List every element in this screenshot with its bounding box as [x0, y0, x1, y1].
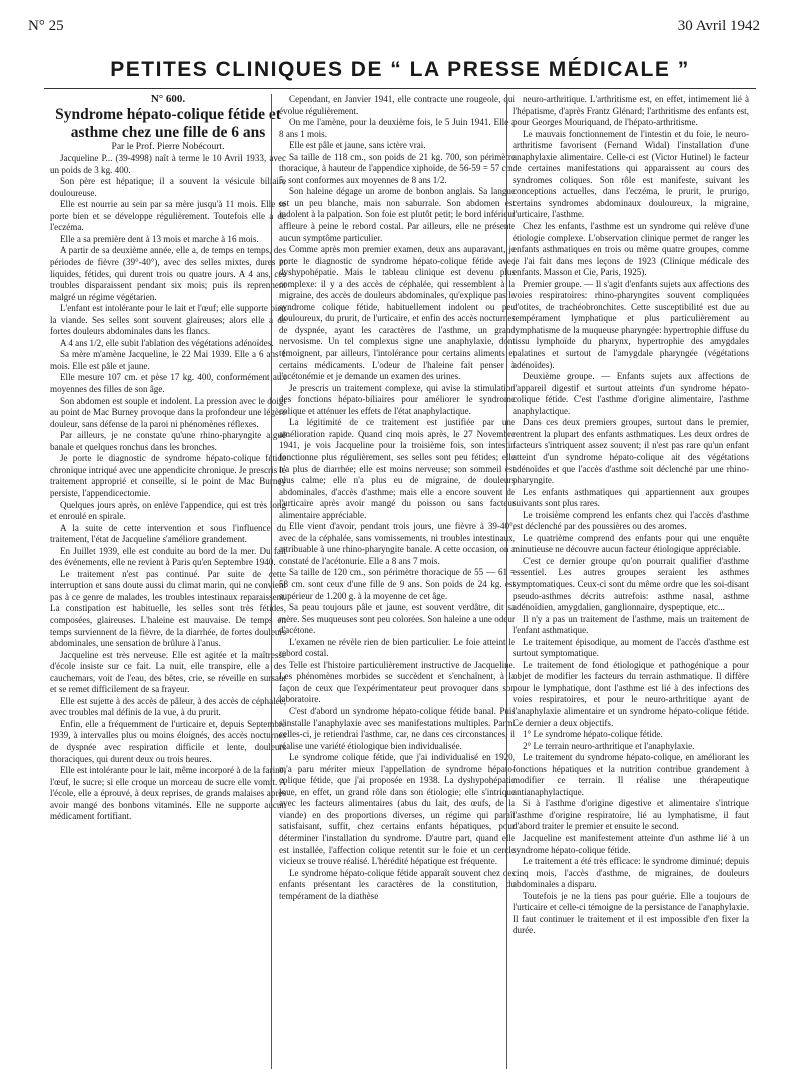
- paragraph: A partir de sa deuxième année, elle a, de temps en temps, des périodes de fièvre (39°-40°), avec des selles mixtes, dures et liquides, fétides, qui durent trois ou quatre jours. A 4 ans, ces troubles disparaissent pendant six mois; puis ils reprennent malgré un régime végétarien.: [50, 245, 286, 302]
- paragraph: On me l'amène, pour la deuxième fois, le 5 Juin 1941. Elle a 8 ans 1 mois.: [279, 117, 515, 139]
- paragraph: 1° Le syndrome hépato-colique fétide.: [523, 729, 663, 740]
- paragraph: Elle est sujette à des accès de pâleur, à des accès de céphalée, avec troubles mal définis de la vue, à du prurit.: [50, 695, 286, 718]
- paragraph: Elle mesure 107 cm. et pèse 17 kg. 400, conformément aux moyennes des filles de son âge.: [50, 372, 286, 395]
- column-2: [279, 94, 515, 1069]
- paragraph: Cependant, en Janvier 1941, elle contracte une rougeole, qui évolue régulièrement.: [279, 94, 515, 116]
- paragraph: Comme après mon premier examen, deux ans auparavant, je porte le diagnostic de syndrome hépato-colique fétide avec dyshypohépatie. Mais le tableau clinique est devenu plus complexe: il y a des accès de céphalée, qui ressemblent à la migraine, des accès de douleurs abdominales, qu'explique pas le syndrome colique fétide, habituellement indolent ou peu douloureux, du prurit, de l'urticaire, et enfin des accès nocturnes de dyspnée, ayant les caractères de l'asthme, un grand nervosisme. Un tel complexus signe une anaphylaxie, dont témoignent, par ailleurs, l'intolérance pour certains aliments et certains médicaments. L'odeur de l'haleine fait penser à l'acétonémie et je demande un examen des urines.: [279, 244, 515, 382]
- paragraph: Je porte le diagnostic de syndrome hépato-colique fétide chronique intriqué avec une appendicite chronique. Je prescris le traitement approprié et conseille, si le point de Mac Burney persiste, l'appendicectomie.: [50, 453, 286, 498]
- issue-date: 30 Avril 1942: [677, 18, 760, 34]
- paragraph: Le traitement de fond étiologique et pathogénique a pour objet de modifier les facteurs du terrain asthmatique. Il diffère pour le lymphatique, dont l'asthme est lié à des infections des voies respiratoires, et pour le neuro-arthritique ayant de l'anaphylaxie alimentaire et un syndrome hépato-colique fétide. Ce dernier a deux objectifs.: [513, 659, 749, 728]
- paragraph: C'est ce dernier groupe qu'on pourrait qualifier d'asthme essentiel. Les autres groupes seraient les asthmes symptomatiques. Ceux-ci sont du même ordre que les soi-disant pseudo-asthmes décrits autrefois: asthme nasal, asthme adénoïdien, amygdalien, ganglionnaire, dyspeptique, etc...: [513, 555, 749, 613]
- paragraph: Par ailleurs, je ne constate qu'une rhino-pharyngite aiguë banale et quelques ronchus dans les bronches.: [50, 430, 286, 452]
- paragraph: C'est d'abord un syndrome hépato-colique fétide banal. Puis s'installe l'anaphylaxie avec ses manifestations multiples. Parmi celles-ci, je retiendrai l'asthme, car, ne dans ces circonstances, il réalise une variété étiologique bien individualisée.: [279, 705, 515, 751]
- column-2-body: [279, 94, 515, 902]
- paragraph: A la suite de cette intervention et sous l'influence du traitement, l'état de Jacqueline s'améliore grandement.: [50, 522, 286, 545]
- issue-number: N° 25: [28, 18, 64, 34]
- page-header: [28, 14, 760, 40]
- column-3: [513, 94, 749, 1069]
- paragraph: Jacqueline est très nerveuse. Elle est agitée et la maîtresse d'école insiste sur ce fait. La nuit, elle transpire, elle a des cauchemars, voit de l'eau, des bêtes, crie, se réveille en sursaut et se remet difficilement de sa frayeur.: [50, 649, 286, 695]
- paragraph: Il n'y a pas un traitement de l'asthme, mais un traitement de l'enfant asthmatique.: [513, 613, 749, 636]
- paragraph: Son abdomen est souple et indolent. La pression avec le doigt au point de Mac Burney provoque dans la profondeur une légère douleur, sans défense de la paroi ni phénomènes réflexes.: [50, 395, 286, 429]
- column-1-body: [50, 153, 286, 823]
- paragraph: Sa peau toujours pâle et jaune, est souvent verdâtre, dit sa mère. Ses muqueuses sont peu colorées. Son haleine a une odeur d'acétone.: [279, 602, 515, 636]
- paragraph: Elle est pâle et jaune, sans ictère vrai.: [289, 140, 426, 151]
- column-divider-1: [271, 94, 272, 1069]
- paragraph: Sa taille de 118 cm., son poids de 21 kg. 700, son périmètre thoracique, à hauteur de l'appendice xiphoïde, de 56-59 = 57 cm. 5, sont conformes aux moyennes de 8 ans 1/2.: [279, 151, 515, 185]
- paragraph: Les enfants asthmatiques qui appartiennent aux groupes suivants sont plus rares.: [513, 486, 749, 509]
- paragraph: La légitimité de ce traitement est justifiée par une amélioration rapide. Quand cinq mois après, le 27 Novembre 1941, je vois Jacqueline pour la troisième fois, son intestin fonctionne plus régulièrement, ses selles sont peu fétides; elle n'a plus de diarrhée; elle est moins nerveuse; son sommeil est plus calme; elle n'a plus eu de migraine, de douleurs abdominales, d'accès d'asthme; mais elle a encore souvent de l'urticaire après avoir mangé du poisson ou sans facteur alimentaire appréciable.: [279, 417, 515, 520]
- paragraph: Si à l'asthme d'origine digestive et alimentaire s'intrique l'asthme d'origine respiratoire, lié au lymphatisme, il faut d'abord traiter le premier et ensuite le second.: [513, 798, 749, 832]
- paragraph: Son père est hépatique; il a souvent la vésicule biliaire douloureuse.: [50, 176, 286, 198]
- article-author: Par le Prof. Pierre Nobécourt.: [111, 141, 225, 152]
- paragraph: neuro-arthritique. L'arthritisme est, en effet, intimement lié à l'hépatisme, d'après Frantz Glénard; l'arthritisme des enfants est, pour Georges Mouriquand, de l'hépato-arthritisme.: [513, 94, 749, 128]
- paragraph: Sa mère m'amène Jacqueline, le 22 Mai 1939. Elle a 6 ans 1 mois. Elle est pâle et jaune.: [50, 349, 286, 371]
- column-1: [50, 94, 286, 1069]
- paragraph: Quelques jours après, on enlève l'appendice, qui est très long et enroulé en spirale.: [50, 499, 286, 522]
- paragraph: Le traitement a été très efficace: le syndrome diminué; depuis cinq mois, l'accès d'asthme, de migraines, de douleurs abdominales a disparu.: [513, 856, 749, 890]
- paragraph: Le mauvais fonctionnement de l'intestin et du foie, le neuro-arthritisme favorisent (Fernand Widal) l'installation d'une anaphylaxie alimentaire. Celle-ci est (Victor Hutinel) le facteur de certaines manifestations qui apparaissent au cours des syndromes coliques. Son rôle est manifeste, suivant les conceptions actuelles, dans l'eczéma, le prurit, le prurigo, certains syndromes abdominaux douloureux, la migraine, l'urticaire, l'asthme.: [513, 128, 749, 220]
- paragraph: Chez les enfants, l'asthme est un syndrome qui relève d'une étiologie complexe. L'observation clinique permet de ranger les enfants asthmatiques en trois ou même quatre groupes, comme je l'ai fait dans mes leçons de 1923 (Clinique médicale des enfants. Masson et Cie, Paris, 1925).: [513, 221, 749, 278]
- paragraph: Le troisième comprend les enfants chez qui l'accès d'asthme est déclenché par des poussières ou des aromes.: [513, 509, 749, 532]
- journal-banner: PETITES CLINIQUES DE “ LA PRESSE MÉDICALE ”: [110, 58, 690, 81]
- paragraph: Elle est intolérante pour le lait, même incorporé à de la farine, l'œuf, le sucre; si elle croque un morceau de sucre elle vomit. A l'école, elle a éprouvé, à deux reprises, de grands malaises après avoir mangé des bonbons vitaminés. Elle ne supporte aucun médicament fortifiant.: [50, 765, 286, 822]
- paragraph: Le traitement épisodique, au moment de l'accès d'asthme est surtout symptomatique.: [513, 636, 749, 659]
- paragraph: Telle est l'histoire particulièrement instructive de Jacqueline. Les phénomènes morbides se succèdent et s'enchaînent, à la façon de ceux que l'expérimentateur peut provoquer dans son laboratoire.: [279, 659, 515, 705]
- banner-rule: [44, 88, 756, 89]
- paragraph: A 4 ans 1/2, elle subit l'ablation des végétations adénoïdes.: [60, 337, 274, 348]
- paragraph: L'examen ne révèle rien de bien particulier. Le foie atteint le rebord costal.: [279, 636, 515, 659]
- paragraph: Elle a sa première dent à 13 mois et marche à 16 mois.: [60, 233, 259, 244]
- paragraph: L'enfant est intolérante pour le lait et l'œuf; elle supporte bien la viande. Ses selles sont souvent glaireuses; alors elle a de fortes douleurs abdominales dans les flancs.: [50, 303, 286, 337]
- paragraph: Sa taille de 120 cm., son périmètre thoracique de 55 — 61 = 58 cm. sont ceux d'une fille de 9 ans. Son poids de 24 kg. est supérieur de 1.200 g. à la moyenne de cet âge.: [279, 567, 515, 601]
- paragraph: Je prescris un traitement complexe, qui avise la stimulation des fonctions hépato-biliaires pour améliorer le syndrome colique et atténuer les effets de l'état anaphylactique.: [279, 382, 515, 416]
- paragraph: 2° Le terrain neuro-arthritique et l'anaphylaxie.: [523, 740, 695, 751]
- article-title: Syndrome hépato-colique fétide et asthme chez une fille de 6 ans: [55, 105, 281, 141]
- column-3-body: [513, 94, 749, 937]
- paragraph: Deuxième groupe. — Enfants sujets aux affections de l'appareil digestif et surtout atteints d'un syndrome hépato-colique fétide. C'est l'asthme d'origine alimentaire, l'asthme anaphylactique.: [513, 371, 749, 416]
- paragraph: Elle vient d'avoir, pendant trois jours, une fièvre à 39-40°, avec de la céphalée, sans vomissements, ni troubles intestinaux, attribuable à une rhino-pharyngite banale. A cette occasion, on a constaté de l'acétonurie. Elle a 8 ans 7 mois.: [279, 521, 515, 566]
- paragraph: Le traitement n'est pas continué. Par suite de cette interruption et sans doute aussi du climat marin, qui ne convient pas à ce genre de malades, les troubles intestinaux reparaissent. La constipation est habituelle, les selles sont très fétides, composées, glaireuses. L'haleine est mauvaise. De temps en temps surviennent de la fièvre, de la diarrhée, de fortes douleurs abdominales, une sensation de brûlure à l'anus.: [50, 568, 286, 649]
- paragraph: Toutefois je ne la tiens pas pour guérie. Elle a toujours de l'urticaire et celle-ci témoigne de la persistance de l'anaphylaxie. Il faut continuer le traitement et il est impossible d'en fixer la durée.: [513, 890, 749, 936]
- paragraph: Le syndrome hépato-colique fétide apparaît souvent chez des enfants présentant les caractères de la constitution, du tempérament de la diathèse: [279, 867, 515, 901]
- paragraph: Jacqueline est manifestement atteinte d'un asthme lié à un syndrome hépato-colique fétide.: [513, 833, 749, 855]
- paragraph: Elle est nourrie au sein par sa mère jusqu'à 11 mois. Elle se porte bien et se développe régulièrement. Toutefois elle a de l'eczéma.: [50, 199, 286, 233]
- paragraph: Le syndrome colique fétide, que j'ai individualisé en 1920, m'a paru mériter mieux l'appellation de syndrome hépato-colique fétide, que j'ai proposée en 1938. La dyshypohépatie joue, en effet, un grand rôle dans son étiologie; elle s'intrique avec les facteurs alimentaires (abus du lait, des œufs, de la viande) en des proportions diverses, un régime qui paraît satisfaisant, suffit, chez certains enfants hépatiques, pour déterminer l'installation du syndrome. D'autre part, quand elle est installée, l'affection colique retentit sur le foie et un cercle vicieux se trouve réalisé. L'hérédité hépatique est fréquente.: [279, 752, 515, 867]
- paragraph: Le quatrième comprend des enfants pour qui une enquête minutieuse ne découvre aucun facteur étiologique appréciable.: [513, 532, 749, 555]
- column-divider-2: [506, 94, 507, 1069]
- paragraph: Enfin, elle a fréquemment de l'urticaire et, depuis Septembre 1939, à intervalles plus ou moins éloignés, des accès nocturnes de dyspnée avec respiration difficile et lente, douleurs thoraciques, qui durent deux ou trois heures.: [50, 718, 286, 764]
- article-number: N° 600.: [150, 94, 186, 105]
- paragraph: Premier groupe. — Il s'agit d'enfants sujets aux affections des voies respiratoires: rhino-pharyngites souvent compliquées d'otites, de trachéobronchites. Cette susceptibilité est due au tempérament lymphatique et plus particulièrement au lymphatisme de la muqueuse pharyngée: hypertrophie diffuse du tissu lymphoïde du pharynx, hypertrophie des amygdales palatines et surtout de l'amygdale pharyngée (végétations adénoïdes).: [513, 278, 749, 370]
- paragraph: En Juillet 1939, elle est conduite au bord de la mer. Du fait des événements, elle ne revient à Paris qu'en Septembre 1940.: [50, 545, 286, 568]
- paragraph: Jacqueline P... (39-4998) naît à terme le 10 Avril 1933, avec un poids de 3 kg. 400.: [50, 153, 286, 175]
- paragraph: Dans ces deux premiers groupes, surtout dans le premier, rentrent la plupart des enfants asthmatiques. Les deux ordres de facteurs s'intriquent assez souvent; il n'est pas rare qu'un enfant atteint d'un syndrome hépato-colique ait des végétations adénoïdes et que l'accès d'asthme soit déclenché par une rhino-pharyngite.: [513, 417, 749, 486]
- paragraph: Son haleine dégage un arome de bonbon anglais. Sa langue est un peu blanche, mais non saburrale. Son abdomen est indolent à la palpation. Son foie est plutôt petit; le bord inférieur affleure à peine le rebord costal. Par ailleurs, elle ne présente aucun symptôme particulier.: [279, 186, 515, 243]
- paragraph: Le traitement du syndrome hépato-colique, en améliorant les fonctions hépatiques et la nutrition contribue grandement à modifier ce terrain. Il réalise une thérapeutique antianaphylactique.: [513, 752, 749, 797]
